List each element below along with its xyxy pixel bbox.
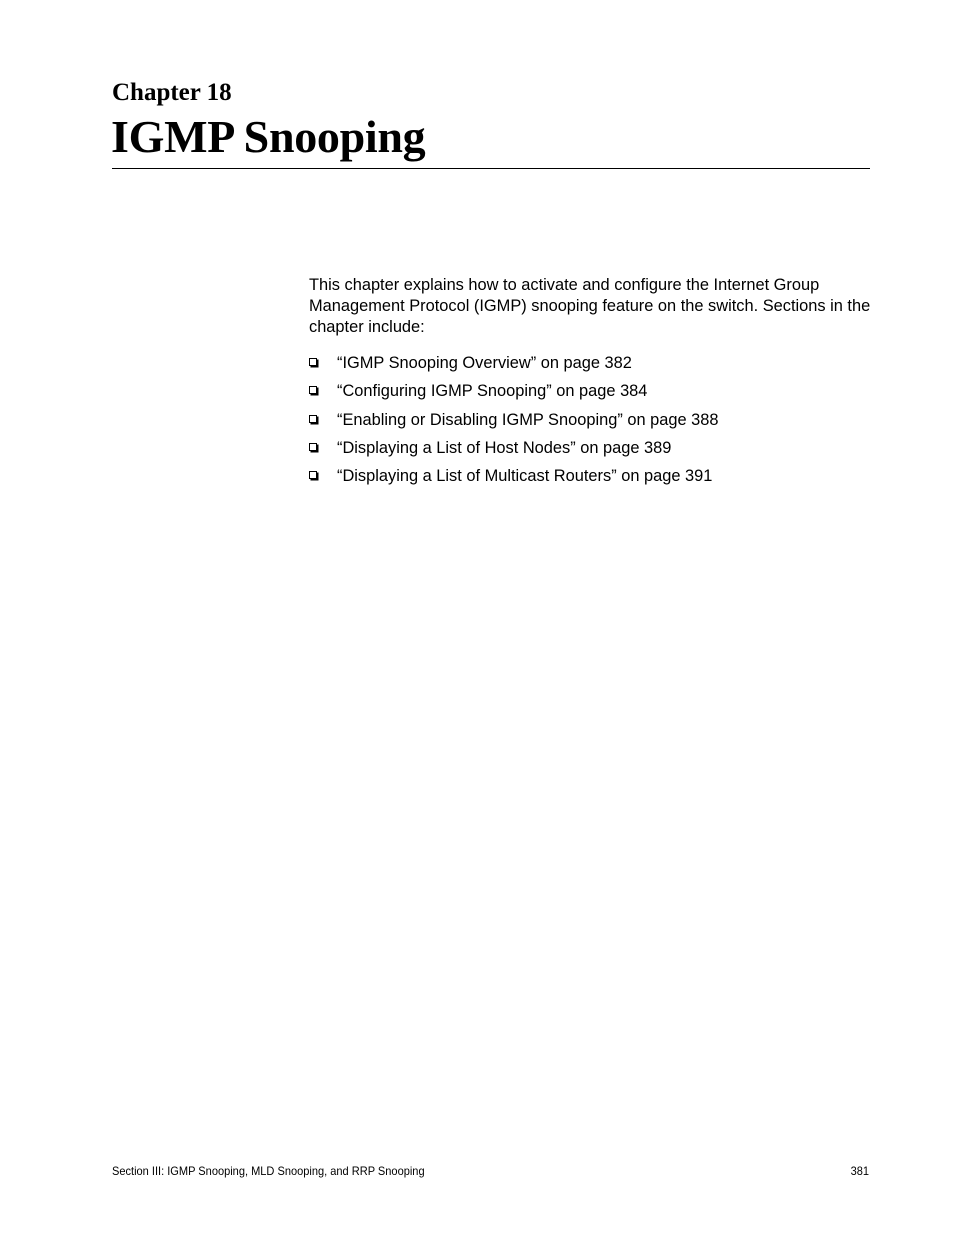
section-link-text[interactable]: “Displaying a List of Multicast Routers” on page 391 <box>337 467 713 486</box>
chapter-title: IGMP Snooping <box>111 111 426 162</box>
section-link-text[interactable]: “Enabling or Disabling IGMP Snooping” on page 388 <box>337 410 719 429</box>
title-divider <box>112 168 870 169</box>
checkbox-bullet-icon <box>309 415 317 423</box>
intro-paragraph: This chapter explains how to activate and configure the Internet Group Management Protocol (IGMP) snooping feature on the switch. Sections in the chapter include: <box>309 276 871 336</box>
section-list-item[interactable] <box>309 410 718 438</box>
checkbox-bullet-icon <box>309 358 317 366</box>
checkbox-bullet-icon <box>309 386 317 394</box>
checkbox-bullet-icon <box>309 443 317 451</box>
section-list <box>309 353 718 494</box>
section-list-item[interactable] <box>309 381 718 409</box>
section-link-text[interactable]: “IGMP Snooping Overview” on page 382 <box>337 354 632 372</box>
section-list-item[interactable] <box>309 353 718 381</box>
footer-page-number: 381 <box>850 1164 869 1178</box>
section-list-item[interactable] <box>309 466 718 494</box>
checkbox-bullet-icon <box>309 471 317 479</box>
section-link-text[interactable]: “Displaying a List of Host Nodes” on page 389 <box>337 438 672 457</box>
section-link-text[interactable]: “Configuring IGMP Snooping” on page 384 <box>337 382 648 401</box>
section-list-item[interactable] <box>309 438 718 466</box>
footer-section-title: Section III: IGMP Snooping, MLD Snooping, and RRP Snooping <box>112 1164 425 1178</box>
chapter-label: Chapter 18 <box>112 79 232 106</box>
